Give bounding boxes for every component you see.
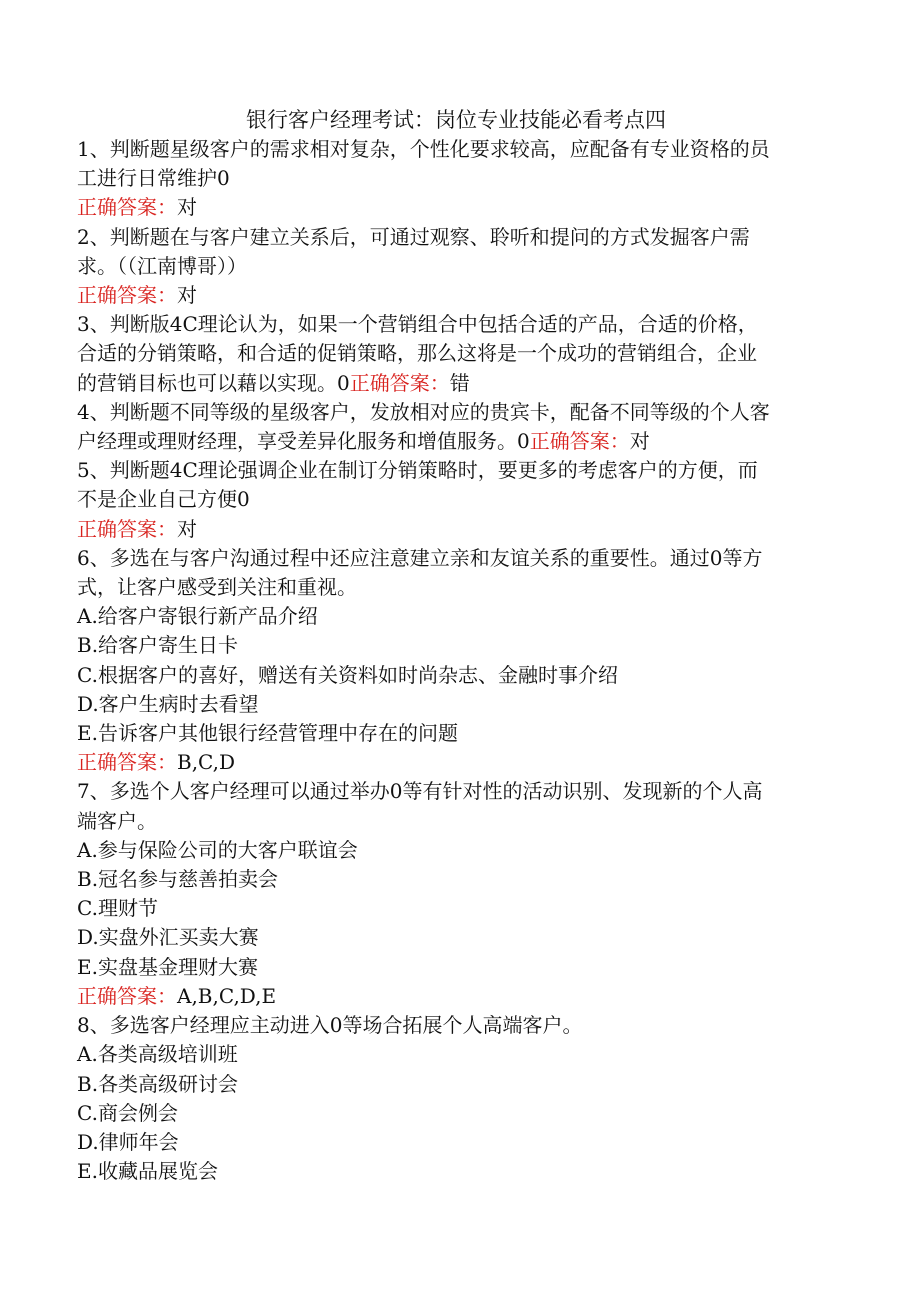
question-text-line: 6、多选在与客户沟通过程中还应注意建立亲和友谊关系的重要性。通过0等方 xyxy=(77,545,763,570)
option-a: A.各类高级培训班 xyxy=(77,1042,238,1067)
question-text-line: 工进行日常维护0 xyxy=(77,166,230,191)
option-e: E.实盘基金理财大赛 xyxy=(77,954,258,979)
answer-line xyxy=(77,281,847,310)
question-text-line: 式，让客户感受到关注和重视。 xyxy=(77,575,357,600)
question-text-line: 5、判断题4C理论强调企业在制订分销策略时，要更多的考虑客户的方便，而 xyxy=(77,458,758,483)
answer-label: 正确答案： xyxy=(77,983,177,1008)
option-d: D.客户生病时去看望 xyxy=(77,691,259,716)
answer-label: 正确答案： xyxy=(529,429,630,454)
question-text-line: 求。（（江南博哥）） xyxy=(77,253,247,278)
answer-value: 对 xyxy=(629,429,650,454)
question-4 xyxy=(77,398,847,456)
answer-value: 对 xyxy=(177,283,197,308)
question-text-line: 端客户。 xyxy=(77,808,157,833)
document-page xyxy=(77,105,847,1186)
question-tail-with-answer xyxy=(77,427,847,456)
question-3 xyxy=(77,310,847,398)
question-text-line: 3、判断版4C理论认为，如果一个营销组合中包括合适的产品，合适的价格， xyxy=(77,312,758,337)
answer-label: 正确答案： xyxy=(77,750,177,775)
answer-label: 正确答案： xyxy=(77,516,177,541)
question-tail-text: 的营销目标也可以藉以实现。0 xyxy=(77,370,350,395)
answer-value: 对 xyxy=(177,516,197,541)
option-c: C.根据客户的喜好，赠送有关资料如时尚杂志、金融时事介绍 xyxy=(77,662,618,687)
question-text-line: 不是企业自己方便0 xyxy=(77,487,250,512)
question-text-line: 合适的分销策略，和合适的促销策略，那么这将是一个成功的营销组合，企业 xyxy=(77,341,757,366)
option-e: E.收藏品展览会 xyxy=(77,1159,218,1184)
answer-line xyxy=(77,982,847,1011)
question-2 xyxy=(77,223,847,311)
question-text-line: 2、判断题在与客户建立关系后，可通过观察、聆听和提问的方式发掘客户需 xyxy=(77,224,750,249)
answer-value: 错 xyxy=(449,370,470,395)
question-text-line: 4、判断题不同等级的星级客户，发放相对应的贵宾卡，配备不同等级的个人客 xyxy=(77,399,770,424)
question-5 xyxy=(77,456,847,544)
answer-line xyxy=(77,748,847,777)
question-8 xyxy=(77,1011,847,1186)
question-text-line: 8、多选客户经理应主动进入0等场合拓展个人高端客户。 xyxy=(77,1013,583,1038)
answer-label: 正确答案： xyxy=(349,370,450,395)
answer-line xyxy=(77,193,847,222)
option-b: B.各类高级研讨会 xyxy=(77,1071,239,1096)
option-c: C.理财节 xyxy=(77,896,158,921)
option-d: D.实盘外汇买卖大赛 xyxy=(77,925,259,950)
question-7 xyxy=(77,777,847,1011)
question-6 xyxy=(77,544,847,778)
answer-value: B,C,D xyxy=(177,750,236,775)
question-1 xyxy=(77,135,847,223)
question-tail-with-answer xyxy=(77,369,847,398)
answer-value: A,B,C,D,E xyxy=(177,983,277,1008)
option-b: B.给客户寄生日卡 xyxy=(77,633,239,658)
answer-label: 正确答案： xyxy=(77,283,177,308)
option-c: C.商会例会 xyxy=(77,1100,178,1125)
question-text-line: 7、多选个人客户经理可以通过举办0等有针对性的活动识别、发现新的个人高 xyxy=(77,779,763,804)
option-a: A.给客户寄银行新产品介绍 xyxy=(77,604,318,629)
option-d: D.律师年会 xyxy=(77,1129,179,1154)
answer-value: 对 xyxy=(177,195,197,220)
answer-label: 正确答案： xyxy=(77,195,177,220)
document-title: 银行客户经理考试：岗位专业技能必看考点四 xyxy=(246,108,666,132)
option-e: E.告诉客户其他银行经营管理中存在的问题 xyxy=(77,721,458,746)
answer-line xyxy=(77,515,847,544)
option-b: B.冠名参与慈善拍卖会 xyxy=(77,867,279,892)
question-text-line: 1、判断题星级客户的需求相对复杂，个性化要求较高，应配备有专业资格的员 xyxy=(77,137,770,161)
question-tail-text: 户经理或理财经理，享受差异化服务和增值服务。0 xyxy=(77,429,530,454)
option-a: A.参与保险公司的大客户联谊会 xyxy=(77,837,358,862)
